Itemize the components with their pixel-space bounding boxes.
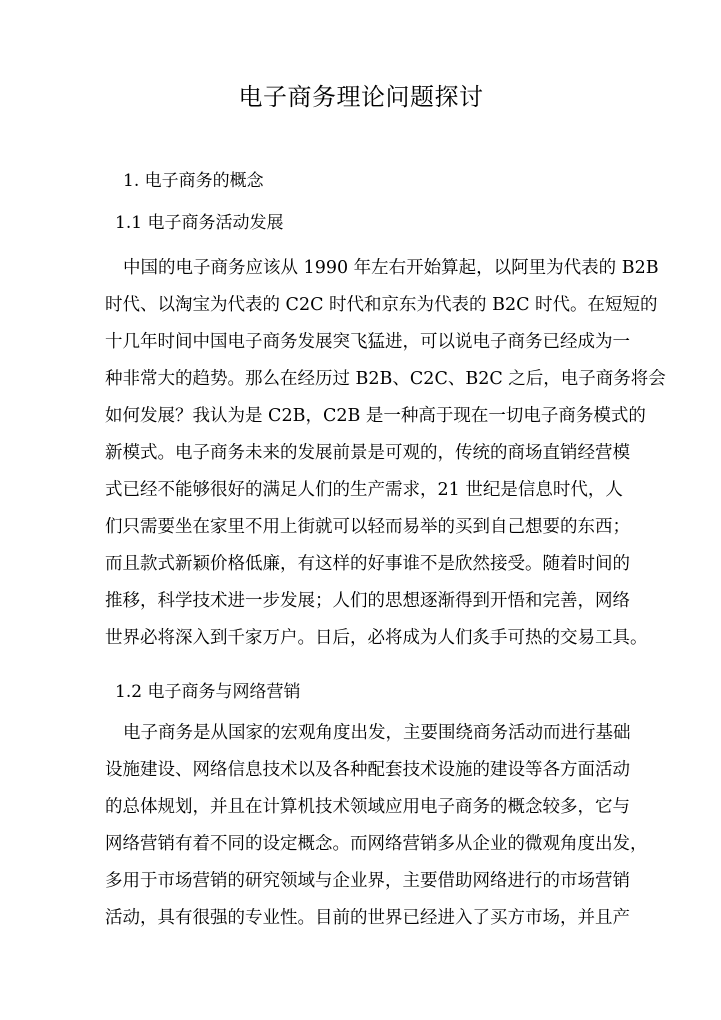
paragraph-2 [105, 709, 648, 937]
paragraph-line: 多用于市场营销的研究领域与企业界，主要借助网络进行的市场营销 [105, 871, 630, 891]
paragraph-line: 十几年时间中国电子商务发展突飞猛进，可以说电子商务已经成为一 [105, 332, 630, 352]
page-title: 电子商务理论问题探讨 [238, 83, 484, 111]
paragraph-1 [105, 240, 666, 657]
paragraph-line: 活动，具有很强的专业性。目前的世界已经进入了买方市场，并且产 [105, 908, 630, 928]
page-content [105, 0, 666, 937]
paragraph-line: 的总体规划，并且在计算机技术领域应用电子商务的概念较多，它与 [105, 797, 630, 817]
heading-section-1: 1. 电子商务的概念 [123, 171, 264, 191]
paragraph-line: 式已经不能够很好的满足人们的生产需求，21 世纪是信息时代，人 [105, 480, 623, 500]
paragraph-line: 推移，科学技术进一步发展；人们的思想逐渐得到开悟和完善，网络 [105, 591, 630, 611]
paragraph-line: 新模式。电子商务未来的发展前景是可观的，传统的商场直销经营模 [105, 443, 630, 463]
paragraph-line: 时代、以淘宝为代表的 C2C 时代和京东为代表的 B2C 时代。在短短的 [105, 295, 658, 315]
paragraph-line: 们只需要坐在家里不用上街就可以轻而易举的买到自己想要的东西； [105, 517, 630, 537]
paragraph-line: 如何发展？我认为是 C2B，C2B 是一种高于现在一切电子商务模式的 [105, 406, 646, 426]
heading-section-1-2: 1.2 电子商务与网络营销 [115, 682, 301, 702]
paragraph-line: 电子商务是从国家的宏观角度出发，主要围绕商务活动而进行基础 [123, 723, 631, 743]
paragraph-line: 中国的电子商务应该从 1990 年左右开始算起，以阿里为代表的 B2B [123, 258, 659, 278]
heading-section-1-1: 1.1 电子商务活动发展 [115, 213, 284, 233]
paragraph-line: 网络营销有着不同的设定概念。而网络营销多从企业的微观角度出发， [105, 834, 648, 854]
paragraph-line: 种非常大的趋势。那么在经历过 B2B、C2C、B2C 之后，电子商务将会 [105, 369, 666, 389]
paragraph-line: 而且款式新颖价格低廉，有这样的好事谁不是欣然接受。随着时间的 [105, 554, 630, 574]
paragraph-line: 设施建设、网络信息技术以及各种配套技术设施的建设等各方面活动 [105, 760, 630, 780]
paragraph-line: 世界必将深入到千家万户。日后，必将成为人们炙手可热的交易工具。 [105, 628, 648, 648]
